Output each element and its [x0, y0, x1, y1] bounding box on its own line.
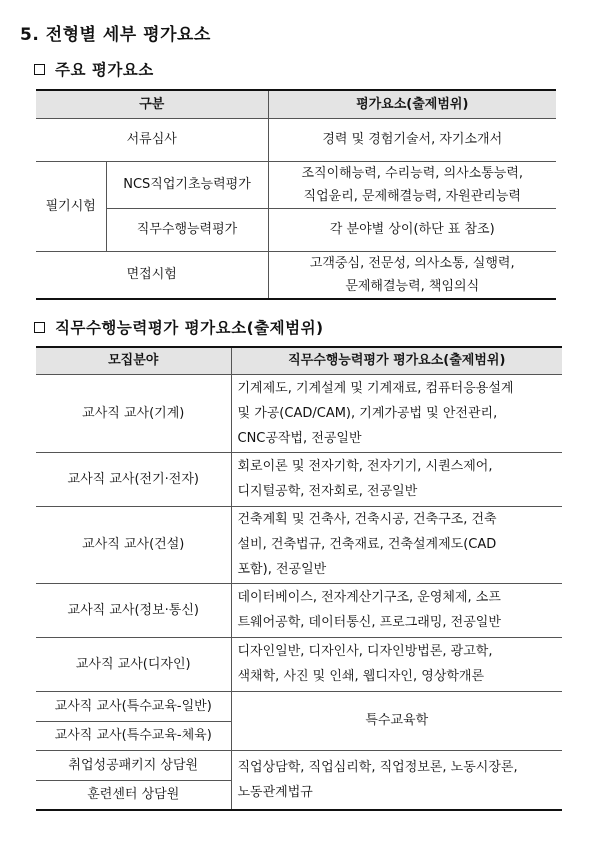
factors-line: 직업상담학, 직업심리학, 직업정보론, 노동시장론,: [237, 759, 518, 775]
col-header-category: 구분: [36, 90, 268, 118]
table-row: [36, 506, 562, 583]
factors-cell: [231, 750, 562, 810]
table-row: [36, 251, 556, 299]
table-header-row: [36, 347, 562, 374]
factors-cell: [268, 161, 556, 208]
field-cell: 교사직 교사(특수교육-일반): [36, 691, 231, 721]
field-cell: 교사직 교사(기계): [36, 374, 231, 452]
field-cell: 교사직 교사(특수교육-체육): [36, 721, 231, 750]
field-cell: 취업성공패키지 상담원: [36, 750, 231, 780]
factors-line: 디지털공학, 전자회로, 전공일반: [237, 484, 418, 499]
table-row: [36, 583, 562, 637]
factors-line: 데이터베이스, 전자계산기구조, 운영체제, 소프: [237, 590, 501, 605]
factors-cell: [231, 452, 562, 506]
col-header-field: 모집분야: [36, 347, 231, 374]
category-cell: 면접시험: [36, 251, 268, 299]
main-factors-table: [36, 89, 556, 300]
subcategory-cell: NCS직업기초능력평가: [106, 161, 268, 208]
table-row: [36, 374, 562, 452]
field-cell: 훈련센터 상담원: [36, 780, 231, 810]
subcategory-cell: 직무수행능력평가: [106, 208, 268, 251]
table-row: [36, 161, 556, 208]
col-header-factors: 평가요소(출제범위): [268, 90, 556, 118]
table-header-row: [36, 90, 556, 118]
factors-line: 포함), 전공일반: [237, 562, 327, 577]
table-row: [36, 750, 562, 780]
table-row: [36, 452, 562, 506]
category-cell: 서류심사: [36, 118, 268, 161]
factors-line: 회로이론 및 전자기학, 전자기기, 시퀀스제어,: [237, 459, 493, 474]
factors-line: 고객중심, 전문성, 의사소통, 실행력,: [309, 255, 515, 271]
checkbox-square-icon: [34, 322, 45, 333]
factors-cell: [231, 583, 562, 637]
factors-line: 설비, 건축법규, 건축재료, 건축설계제도(CAD: [237, 537, 497, 552]
factors-cell: 특수교육학: [231, 691, 562, 750]
factors-cell: 각 분야별 상이(하단 표 참조): [268, 208, 556, 251]
factors-line: 디자인일반, 디자인사, 디자인방법론, 광고학,: [237, 644, 493, 659]
factors-cell: [231, 637, 562, 691]
field-cell: 교사직 교사(정보·통신): [36, 583, 231, 637]
factors-line: 노동관계법규: [237, 784, 313, 800]
job-factors-heading: [34, 316, 324, 338]
factors-line: 기계제도, 기계설계 및 기계재료, 컴퓨터응용설계: [237, 380, 514, 396]
factors-line: 색채학, 사진 및 인쇄, 웹디자인, 영상학개론: [237, 669, 485, 684]
factors-line: 및 가공(CAD/CAM), 기계가공법 및 안전관리,: [237, 405, 498, 421]
section-title: 5. 전형별 세부 평가요소: [20, 25, 211, 45]
table-row: [36, 691, 562, 721]
factors-line: 조직이해능력, 수리능력, 의사소통능력,: [301, 165, 524, 181]
factors-line: 문제해결능력, 책임의식: [345, 278, 480, 294]
factors-line: CNC공작법, 전공일반: [237, 430, 362, 446]
table-row: [36, 118, 556, 161]
job-factors-heading-text: 직무수행능력평가 평가요소(출제범위): [55, 319, 324, 337]
table-row: [36, 208, 556, 251]
field-cell: 교사직 교사(디자인): [36, 637, 231, 691]
table-row: [36, 637, 562, 691]
factors-cell: [268, 251, 556, 299]
factors-cell: [231, 506, 562, 583]
field-cell: 교사직 교사(건설): [36, 506, 231, 583]
main-factors-heading-text: 주요 평가요소: [55, 61, 154, 79]
field-cell: 교사직 교사(전기·전자): [36, 452, 231, 506]
checkbox-square-icon: [34, 64, 45, 75]
factors-line: 트웨어공학, 데이터통신, 프로그래밍, 전공일반: [237, 615, 501, 630]
factors-line: 직업윤리, 문제해결능력, 자원관리능력: [303, 188, 521, 204]
factors-line: 건축계획 및 건축사, 건축시공, 건축구조, 건축: [237, 512, 497, 527]
main-factors-heading: [34, 58, 154, 80]
job-factors-table: [36, 346, 562, 811]
factors-cell: 경력 및 경험기술서, 자기소개서: [268, 118, 556, 161]
category-cell: 필기시험: [36, 161, 106, 251]
col-header-factors: 직무수행능력평가 평가요소(출제범위): [231, 347, 562, 374]
factors-cell: [231, 374, 562, 452]
